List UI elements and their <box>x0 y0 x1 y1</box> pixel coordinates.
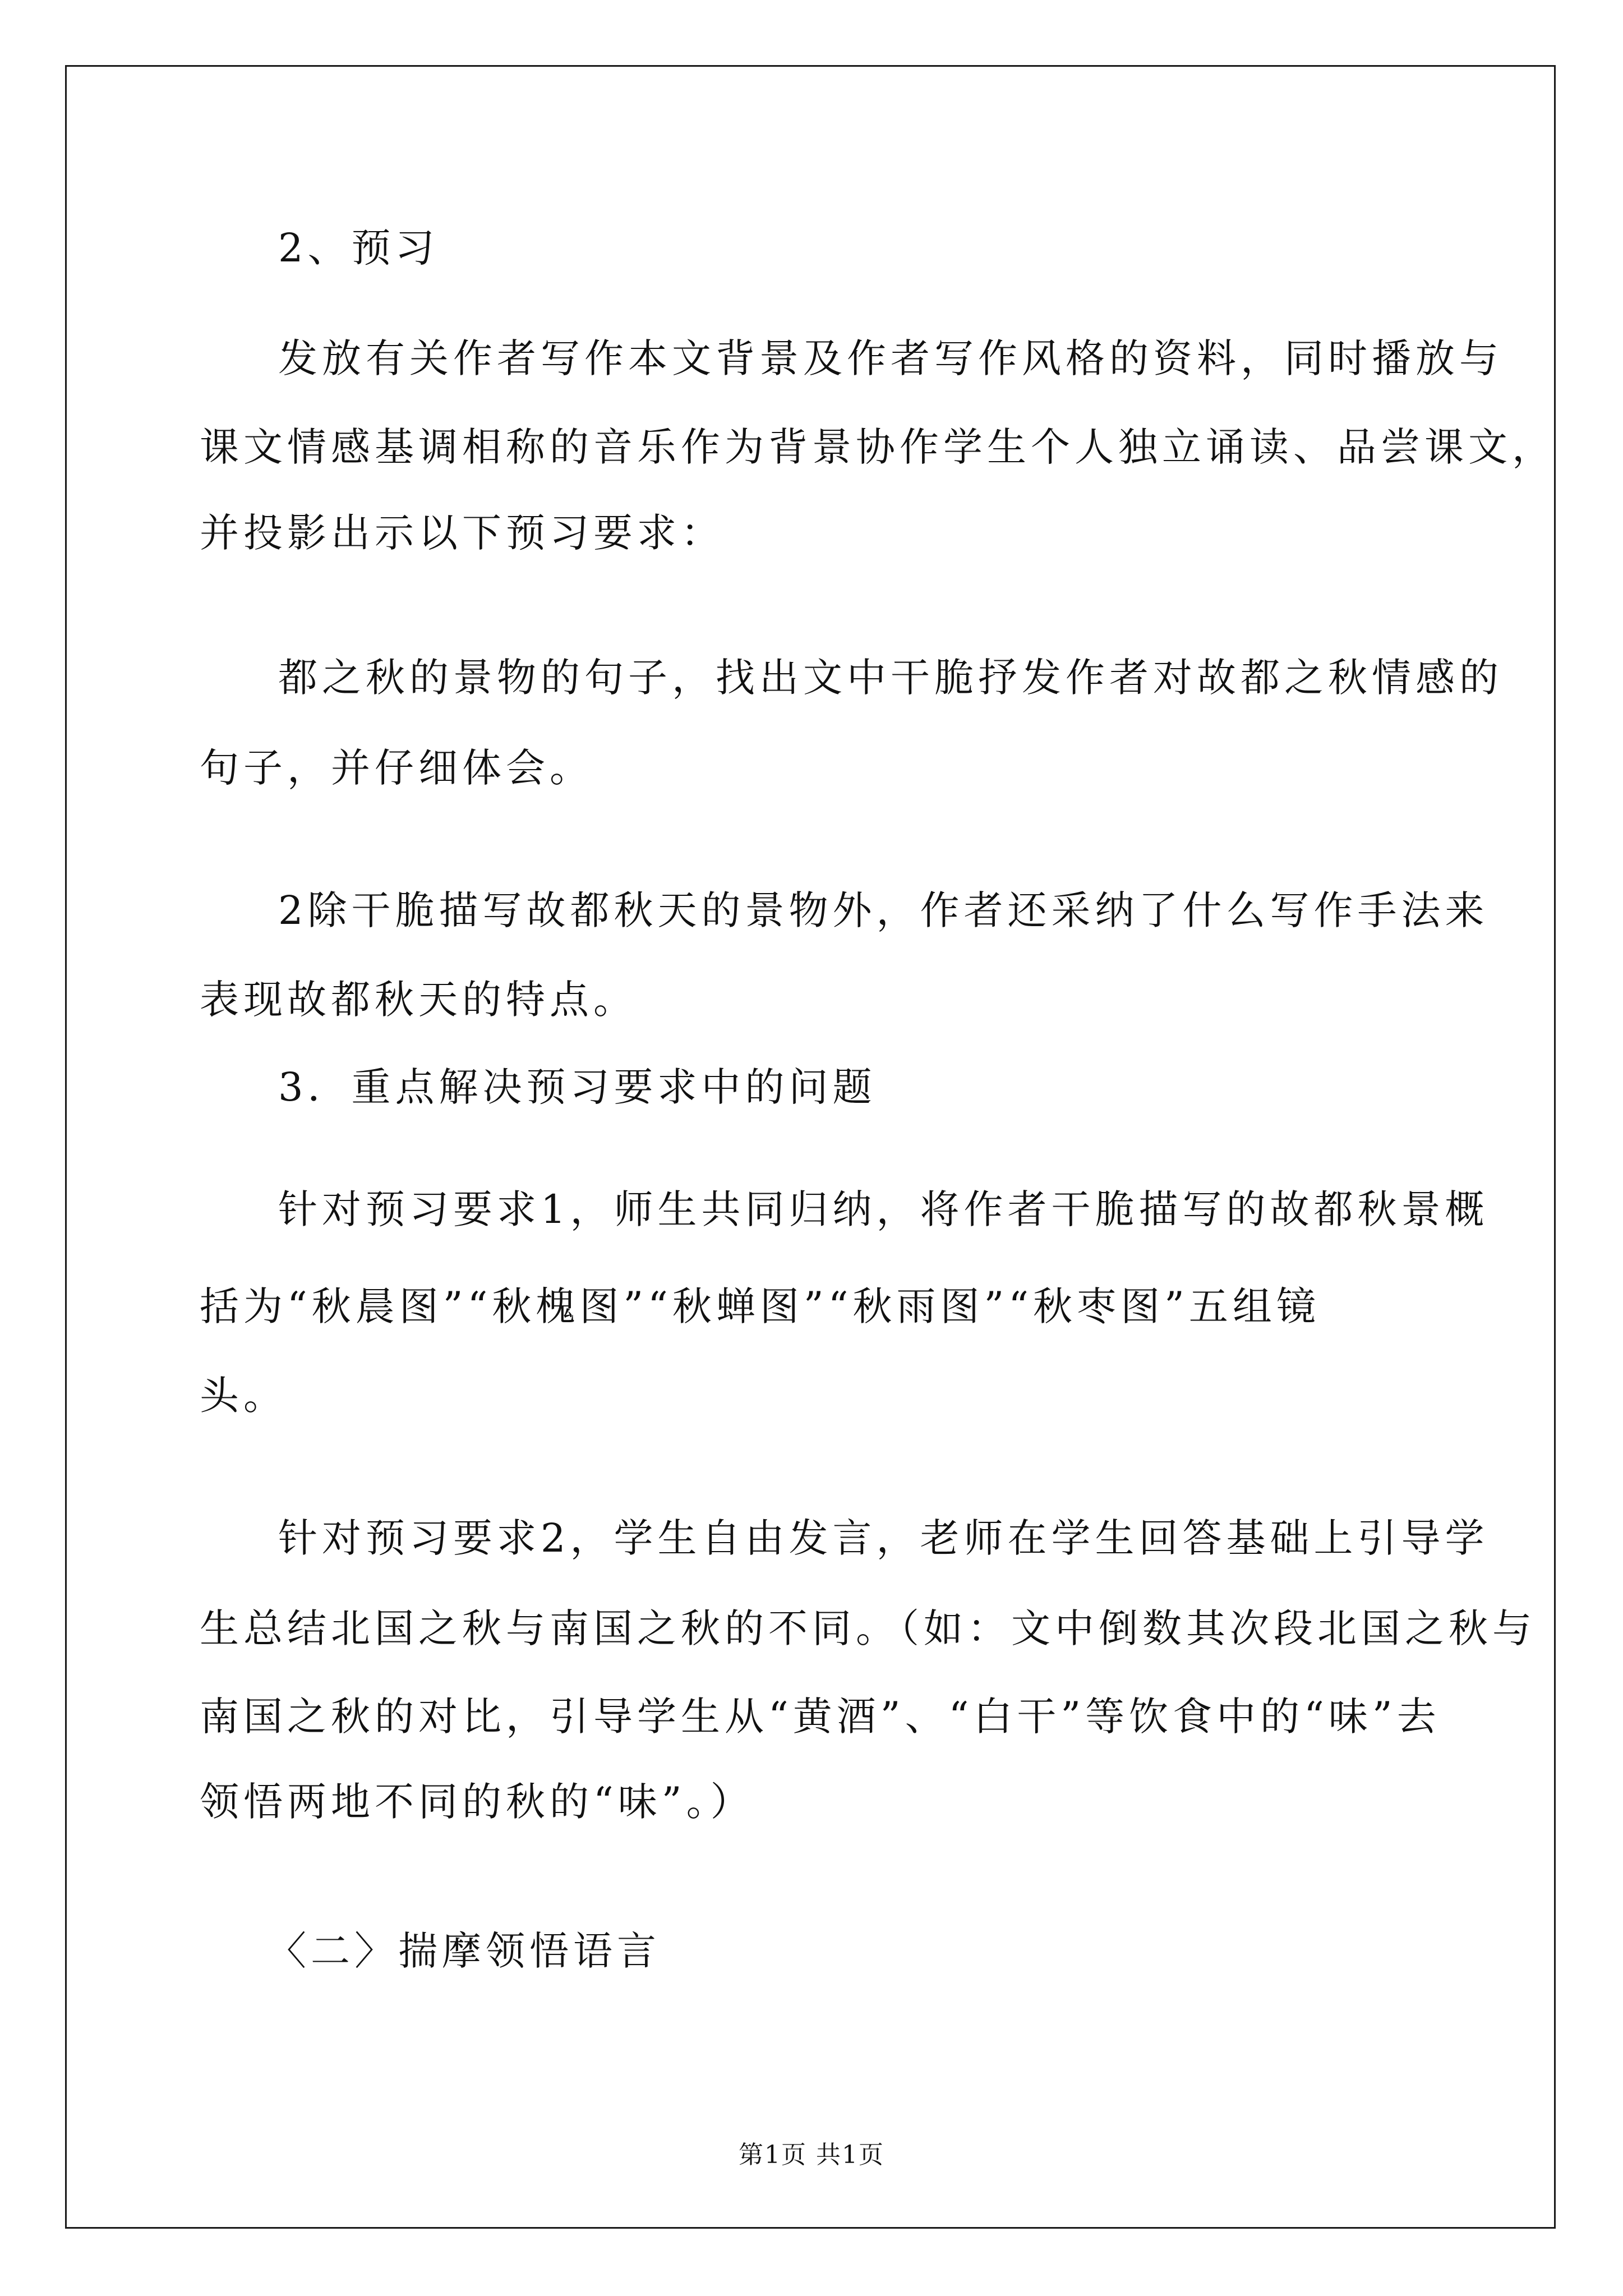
paragraph-line: 课文情感基调相称的音乐作为背景协作学生个人独立诵读、品尝课文， <box>200 424 1556 470</box>
paragraph-line: 并投影出示以下预习要求： <box>200 510 725 556</box>
paragraph-line: 句子，并仔细体会。 <box>200 745 593 791</box>
paragraph-line: 头。 <box>200 1373 287 1419</box>
paragraph-line: 南国之秋的对比，引导学生从“黄酒”、“白干”等饮食中的“味”去 <box>200 1694 1441 1740</box>
page-footer: 第1页 共1页 <box>739 2141 884 2169</box>
heading-key-problems: 3．重点解决预习要求中的问题 <box>278 1064 877 1110</box>
paragraph-line: 生总结北国之秋与南国之秋的不同。（如：文中倒数其次段北国之秋与 <box>200 1605 1536 1651</box>
page-border <box>65 65 1556 2229</box>
paragraph-line: 针对预习要求1，师生共同归纳，将作者干脆描写的故都秋景概 <box>278 1186 1489 1232</box>
paragraph-line: 2除干脆描写故都秋天的景物外，作者还采纳了什么写作手法来 <box>278 887 1489 933</box>
paragraph-line: 发放有关作者写作本文背景及作者写作风格的资料，同时播放与 <box>278 335 1503 381</box>
paragraph-line: 都之秋的景物的句子，找出文中干脆抒发作者对故都之秋情感的 <box>278 655 1503 701</box>
paragraph-line: 针对预习要求2，学生自由发言，老师在学生回答基础上引导学 <box>278 1515 1489 1561</box>
heading-language: 〈二〉揣摩领悟语言 <box>267 1928 661 1974</box>
paragraph-line: 括为“秋晨图”“秋槐图”“秋蝉图”“秋雨图”“秋枣图”五组镜 <box>200 1283 1320 1329</box>
paragraph-line: 表现故都秋天的特点。 <box>200 977 637 1023</box>
paragraph-line: 领悟两地不同的秋的“味”。） <box>200 1779 754 1825</box>
heading-preview: 2、预习 <box>278 225 439 271</box>
